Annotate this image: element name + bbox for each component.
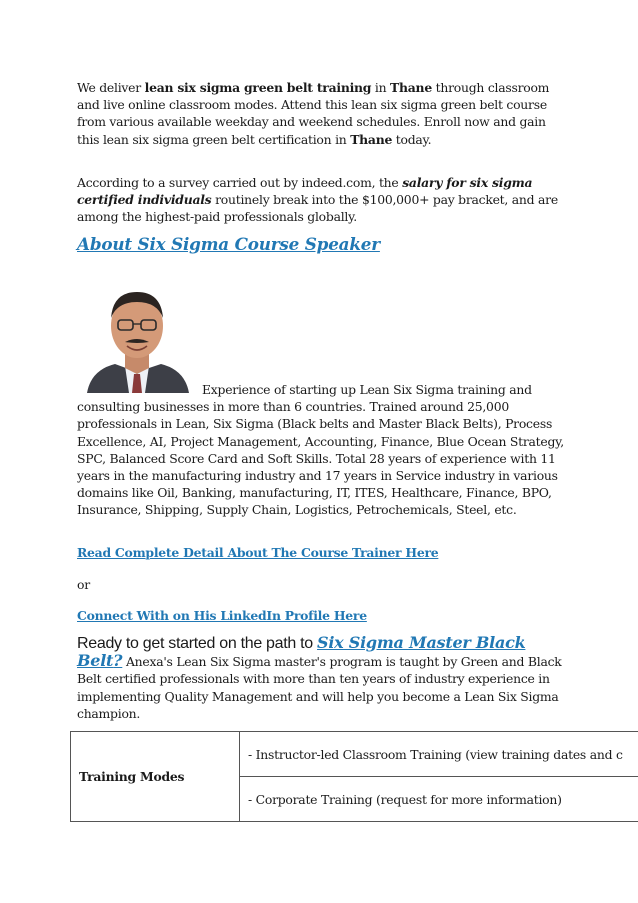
intro-paragraph: We deliver lean six sigma green belt training in Thane through classroom and live online classroom modes. Attend this lean six sigma green belt course from various available weekday and weekend schedules. Enroll now and gain this lean six sigma green belt certification in Thane today. bbox=[77, 80, 550, 147]
corporate-training-mode: - Corporate Training (request for more information) bbox=[240, 777, 638, 822]
instructor-led-mode: - Instructor-led Classroom Training (view training dates and c bbox=[240, 732, 638, 777]
speaker-photo bbox=[77, 274, 198, 393]
ready-paragraph: Ready to get started on the path to Six Sigma Master Black Belt? Anexa's Lean Six Sigma master's program is taught by Green and Black Belt certified professionals with more than ten years of industry experience in implementing Quality Management and will help you become a Lean Six Sigma champion. bbox=[77, 633, 562, 721]
table-row bbox=[71, 732, 638, 777]
or-text: or bbox=[77, 577, 90, 592]
master-black-belt-link[interactable]: Six Sigma Master Black Belt bbox=[77, 633, 526, 671]
linkedin-link[interactable]: Connect With on His LinkedIn Profile Here bbox=[77, 608, 367, 623]
training-modes-label: Training Modes bbox=[71, 732, 240, 822]
about-speaker-heading[interactable]: About Six Sigma Course Speaker bbox=[77, 234, 380, 254]
read-trainer-link[interactable]: Read Complete Detail About The Course Trainer Here bbox=[77, 545, 439, 560]
training-modes-table bbox=[70, 731, 638, 822]
speaker-bio: Experience of starting up Lean Six Sigma training and consulting businesses in more than 6 countries. Trained around 25,000 professionals in Lean, Six Sigma (Black belts and Master Black Belts), Process Excellence, AI, Project Management, Accounting, Finance, Blue Ocean Strategy, SPC, Balanced Score Card and Soft Skills. Total 28 years of experience with 11 years in the manufacturing industry and 17 years in Service industry in various domains like Oil, Banking, manufacturing, IT, ITES, Healthcare, Finance, BPO, Insurance, Shipping, Supply Chain, Logistics, Petrochemicals, Steel, etc. bbox=[77, 382, 564, 518]
linkedin-link-wrap bbox=[77, 607, 567, 624]
read-trainer-link-wrap bbox=[77, 544, 567, 561]
survey-paragraph: According to a survey carried out by indeed.com, the salary for six sigma certified individuals routinely break into the $100,000+ pay bracket, and are among the highest-paid professionals globally. bbox=[77, 175, 558, 225]
